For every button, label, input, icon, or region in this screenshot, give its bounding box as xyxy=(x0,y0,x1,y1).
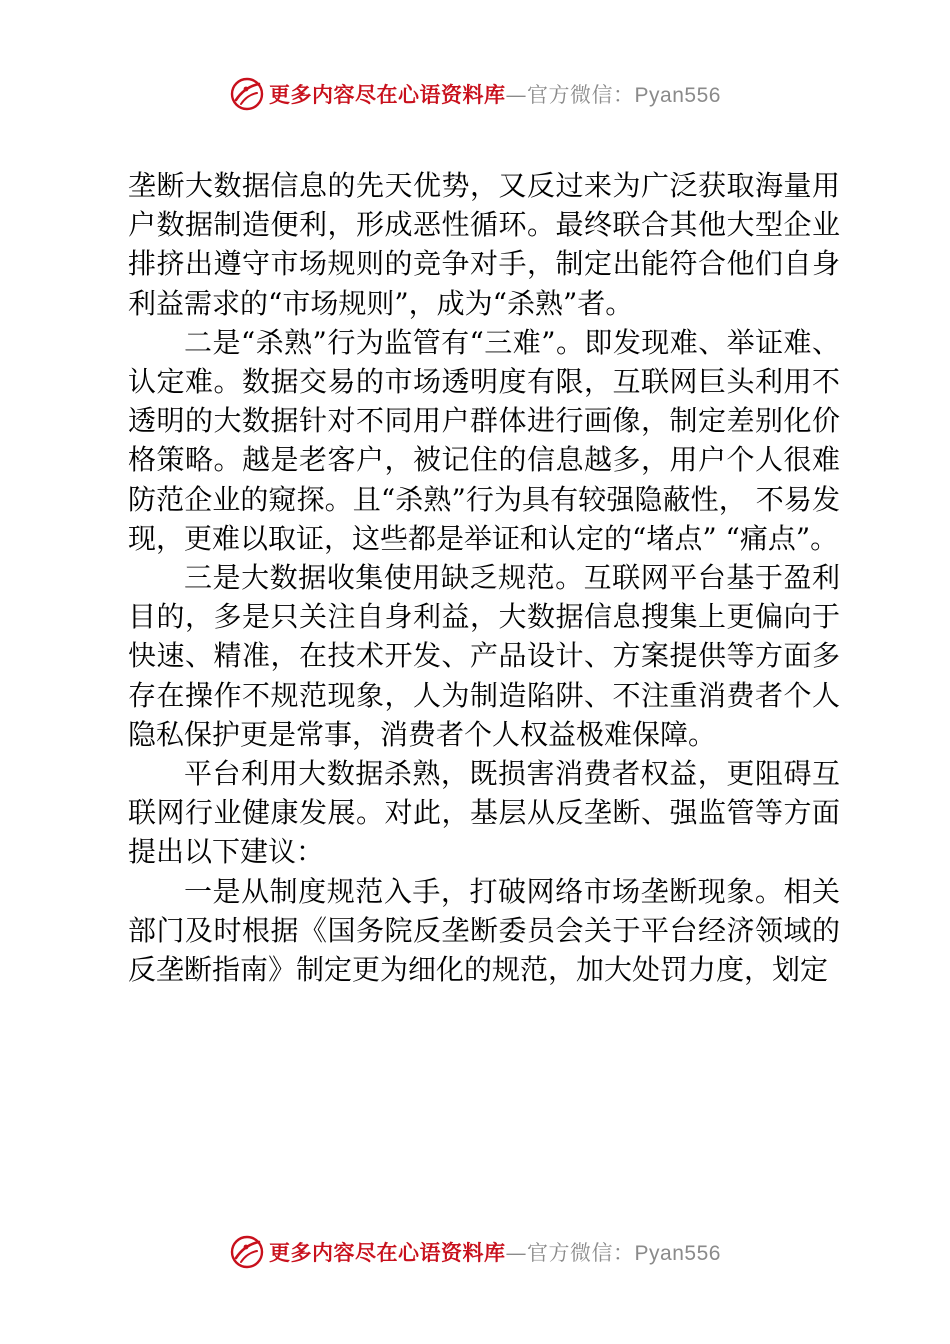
paragraph-2: 二是“杀熟”行为监管有“三难”。即发现难、举证难、认定难。数据交易的市场透明度有限，互联网巨头利用不透明的大数据针对不同用户群体进行画像，制定差别化价格策略。越是老客户，被记住的信息越多，用户个人很难防范企业的窥探。且“杀熟”行为具有较强隐蔽性， 不易发现，更难以取证，这些都是举证和认定的“堵点” “痛点”。 xyxy=(128,325,840,555)
paragraph-5: 一是从制度规范入手，打破网络市场垄断现象。相关部门及时根据《国务院反垄断委员会关于平台经济领域的反垄断指南》制定更为细化的规范，加大处罚力度，划定 xyxy=(128,874,840,987)
footer-watermark xyxy=(0,1232,950,1272)
header-watermark-brand: 更多内容尽在心语资料库 xyxy=(269,82,506,107)
header-watermark-text xyxy=(269,79,721,109)
paragraph-3: 三是大数据收集使用缺乏规范。互联网平台基于盈利目的，多是只关注自身利益，大数据信息搜集上更偏向于快速、精准，在技术开发、产品设计、方案提供等方面多存在操作不规范现象，人为制造陷阱、不注重消费者个人隐私保护更是常事，消费者个人权益极难保障。 xyxy=(128,561,840,751)
footer-watermark-wechat-label: 官方微信： xyxy=(527,1241,635,1265)
header-watermark-wechat-label: 官方微信： xyxy=(527,83,635,107)
footer-watermark-dash: — xyxy=(505,1241,528,1265)
footer-watermark-text xyxy=(269,1237,721,1267)
header-watermark-dash: — xyxy=(505,83,528,107)
brand-logo-icon xyxy=(229,76,265,112)
document-body xyxy=(128,166,840,989)
paragraph-1: 垄断大数据信息的先天优势，又反过来为广泛获取海量用户数据制造便利，形成恶性循环。最终联合其他大型企业排挤出遵守市场规则的竞争对手，制定出能符合他们自身利益需求的“市场规则”，成为“杀熟”者。 xyxy=(128,169,840,320)
footer-watermark-wechat-id: Pyan556 xyxy=(634,1242,721,1265)
brand-logo-icon xyxy=(229,1234,265,1270)
footer-watermark-brand: 更多内容尽在心语资料库 xyxy=(269,1240,506,1265)
header-watermark xyxy=(0,74,950,114)
header-watermark-wechat-id: Pyan556 xyxy=(634,84,721,107)
paragraph-4: 平台利用大数据杀熟，既损害消费者权益，更阻碍互联网行业健康发展。对此，基层从反垄断、强监管等方面提出以下建议： xyxy=(128,757,840,869)
